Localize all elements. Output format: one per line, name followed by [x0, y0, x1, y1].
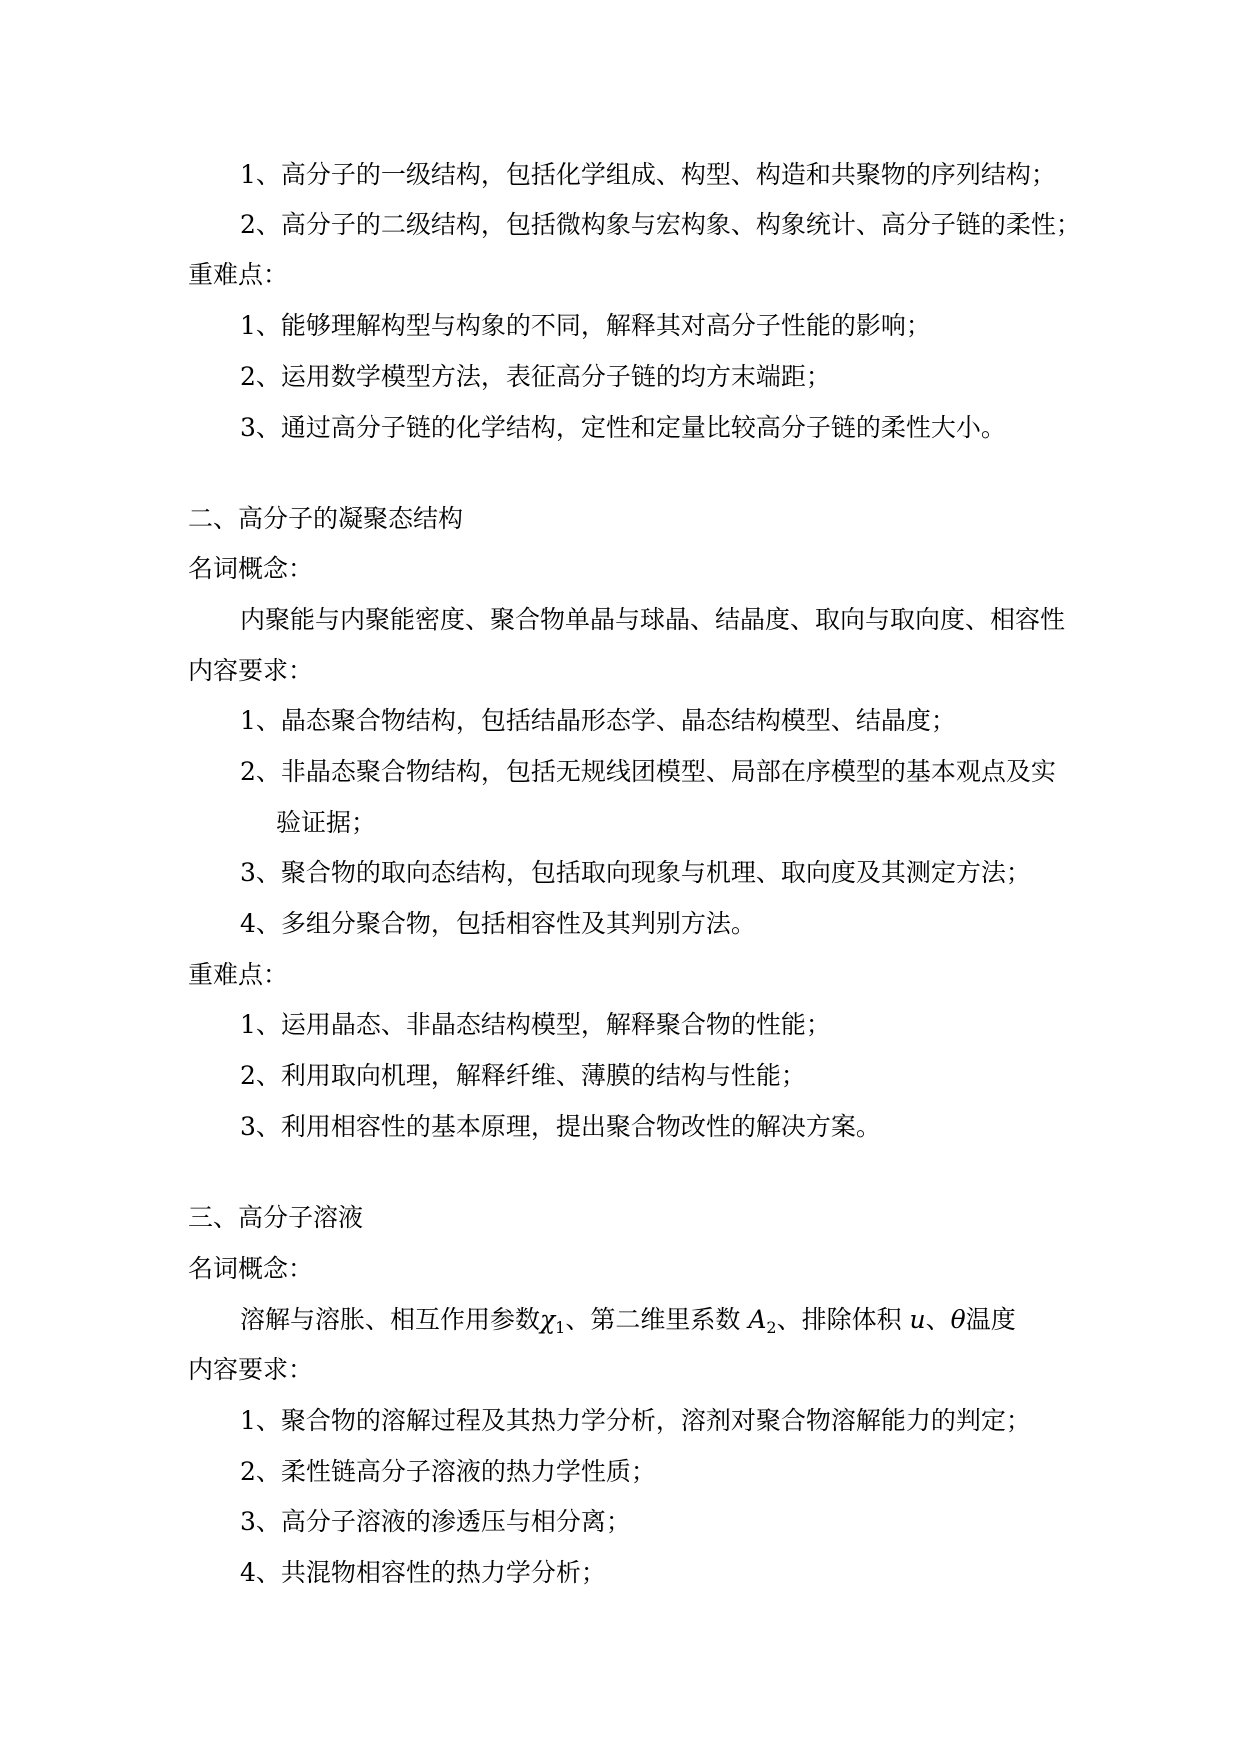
s2-content-item-2: 2、非晶态聚合物结构，包括无规线团模型、局部在序模型的基本观点及实	[240, 757, 1056, 786]
s3-content-item-1: 1、聚合物的溶解过程及其热力学分析，溶剂对聚合物溶解能力的判定；	[240, 1406, 1031, 1435]
s3-terms-text-2: 、第二维里系数	[565, 1305, 749, 1334]
s3-section-title: 三、高分子溶液	[188, 1203, 364, 1232]
chi-subscript: 1	[555, 1318, 566, 1337]
s3-content-label: 内容要求：	[188, 1355, 314, 1384]
s2-terms: 内聚能与内聚能密度、聚合物单晶与球晶、结晶度、取向与取向度、相容性	[240, 605, 1066, 634]
s2-terms-label: 名词概念：	[188, 554, 314, 583]
s3-terms-text-3: 、排除体积	[776, 1305, 910, 1334]
s3-terms-text-4: 、	[925, 1305, 951, 1334]
s2-content-item-1: 1、晶态聚合物结构，包括结晶形态学、晶态结构模型、结晶度；	[240, 706, 956, 735]
s2-key-point-3: 3、利用相容性的基本原理，提出聚合物改性的解决方案。	[240, 1112, 881, 1141]
s3-terms-text-1: 溶解与溶胀、相互作用参数	[240, 1305, 541, 1334]
chi-symbol: χ	[540, 1305, 556, 1334]
s1-key-point-2: 2、运用数学模型方法，表征高分子链的均方末端距；	[240, 362, 831, 391]
s1-key-point-3: 3、通过高分子链的化学结构，定性和定量比较高分子链的柔性大小。	[240, 413, 1006, 442]
s3-terms-text-5: 温度	[965, 1305, 1016, 1334]
s3-terms-label: 名词概念：	[188, 1254, 314, 1283]
a-subscript: 2	[766, 1318, 777, 1337]
theta-symbol: θ	[950, 1305, 966, 1334]
s2-section-title: 二、高分子的凝聚态结构	[188, 504, 464, 533]
s2-content-item-4: 4、多组分聚合物，包括相容性及其判别方法。	[240, 909, 756, 938]
s2-content-label: 内容要求：	[188, 656, 314, 685]
s2-key-points-label: 重难点：	[188, 960, 289, 989]
s1-key-points-label: 重难点：	[188, 260, 289, 289]
s1-key-point-1: 1、能够理解构型与构象的不同，解释其对高分子性能的影响；	[240, 311, 931, 340]
s2-content-item-2-continued: 验证据；	[276, 808, 377, 837]
s3-content-item-2: 2、柔性链高分子溶液的热力学性质；	[240, 1457, 656, 1486]
a-symbol: A	[748, 1305, 767, 1334]
s3-content-item-3: 3、高分子溶液的渗透压与相分离；	[240, 1507, 631, 1536]
u-symbol: u	[909, 1305, 926, 1334]
s1-content-item-1: 1、高分子的一级结构，包括化学组成、构型、构造和共聚物的序列结构；	[240, 160, 1056, 189]
s1-content-item-2: 2、高分子的二级结构，包括微构象与宏构象、构象统计、高分子链的柔性；	[240, 210, 1081, 239]
s3-terms	[240, 1305, 1016, 1343]
s3-content-item-4: 4、共混物相容性的热力学分析；	[240, 1558, 606, 1587]
s2-key-point-2: 2、利用取向机理，解释纤维、薄膜的结构与性能；	[240, 1061, 806, 1090]
s2-content-item-3: 3、聚合物的取向态结构，包括取向现象与机理、取向度及其测定方法；	[240, 858, 1031, 887]
s2-key-point-1: 1、运用晶态、非晶态结构模型，解释聚合物的性能；	[240, 1010, 831, 1039]
